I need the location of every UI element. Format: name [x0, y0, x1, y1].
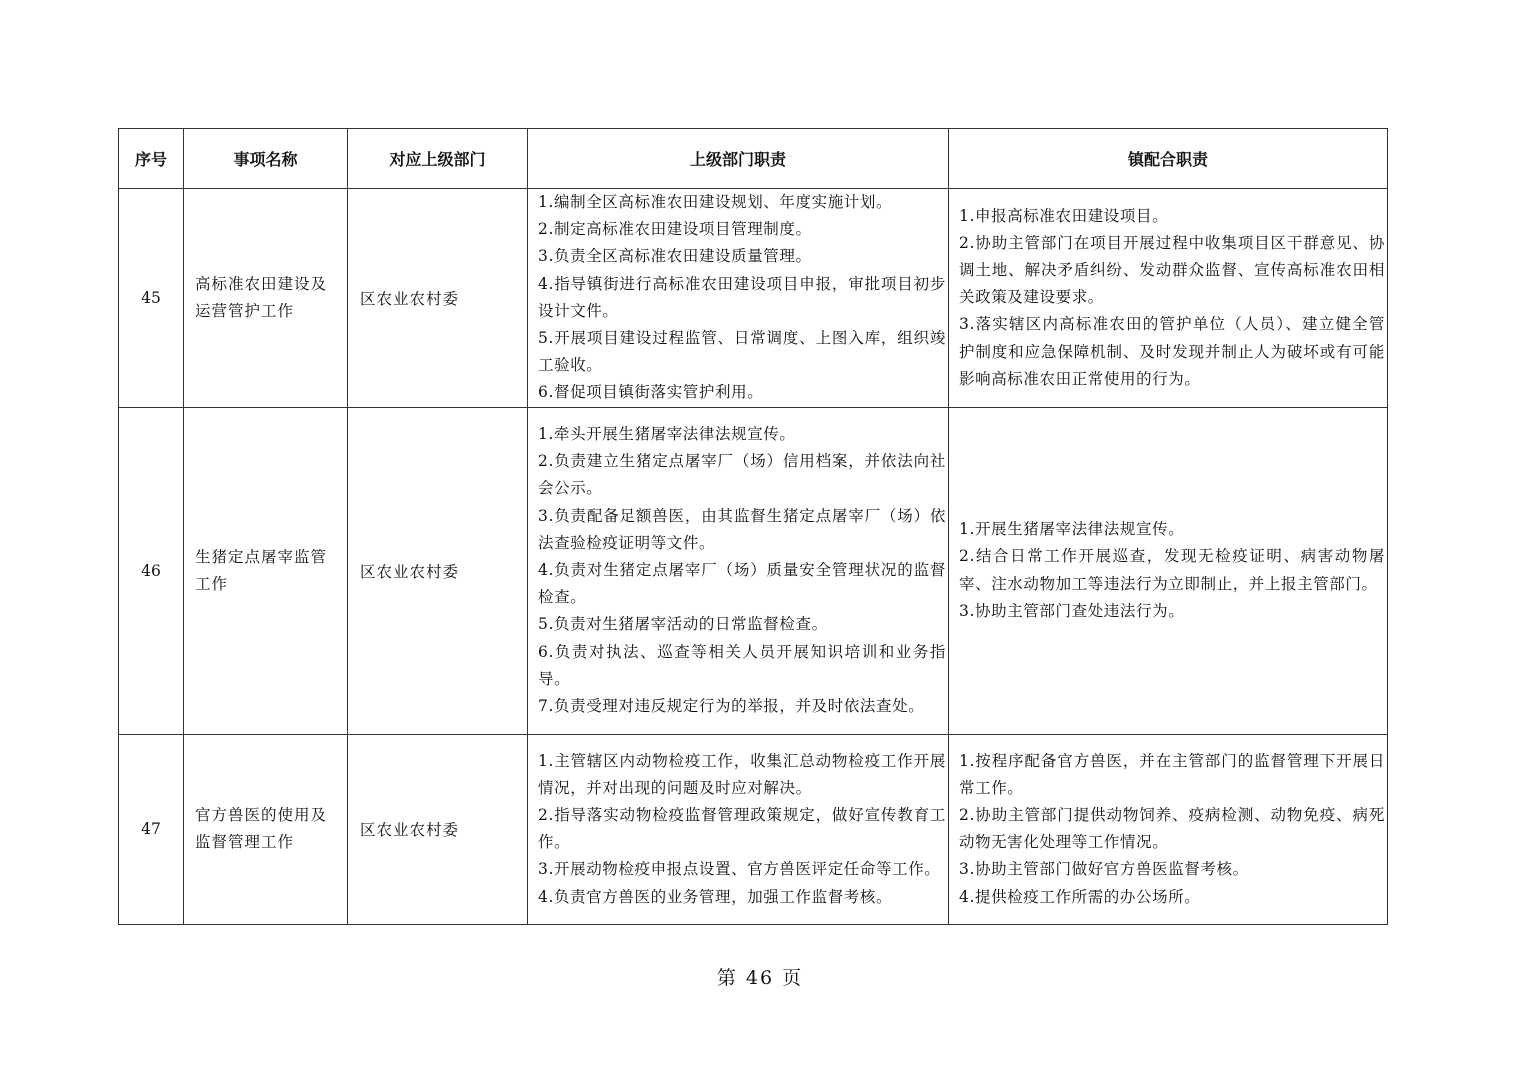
list-item: 4.负责对生猪定点屠宰厂（场）质量安全管理状况的监督检查。 [538, 561, 946, 607]
list-item: 3.协助主管部门查处违法行为。 [959, 601, 1185, 620]
row-item-name: 高标准农田建设及运营管护工作 [184, 189, 348, 408]
list-item: 4.负责官方兽医的业务管理，加强工作监督考核。 [538, 887, 893, 906]
list-item: 4.提供检疫工作所需的办公场所。 [959, 887, 1201, 906]
row-upper-dept: 区农业农村委 [348, 189, 528, 408]
row-town-duties [949, 407, 1388, 734]
table-row [119, 734, 1388, 924]
page-number: 第 46 页 [716, 967, 804, 989]
list-item: 2.负责建立生猪定点屠宰厂（场）信用档案，并依法向社会公示。 [538, 452, 946, 498]
list-item: 4.指导镇街进行高标准农田建设项目申报，审批项目初步设计文件。 [538, 274, 946, 320]
list-item: 1.编制全区高标准农田建设规划、年度实施计划。 [538, 193, 893, 211]
list-item: 2.协助主管部门在项目开展过程中收集项目区干群意见、协调土地、解决矛盾纠纷、发动群众监督、宣传高标准农田相关政策及建设要求。 [959, 233, 1385, 307]
list-item: 3.协助主管部门做好官方兽医监督考核。 [959, 860, 1249, 879]
list-item: 2.协助主管部门提供动物饲养、疫病检测、动物免疫、病死动物无害化处理等工作情况。 [959, 805, 1385, 852]
list-item: 1.申报高标准农田建设项目。 [959, 206, 1169, 225]
list-item: 6.负责对执法、巡查等相关人员开展知识培训和业务指导。 [538, 642, 946, 688]
list-item: 1.按程序配备官方兽医，并在主管部门的监督管理下开展日常工作。 [959, 751, 1385, 797]
list-item: 5.负责对生猪屠宰活动的日常监督检查。 [538, 615, 828, 634]
row-serial-no: 47 [119, 734, 184, 924]
list-item: 1.牵头开展生猪屠宰法律法规宣传。 [538, 425, 796, 443]
list-item: 3.开展动物检疫申报点设置、官方兽医评定任命等工作。 [538, 860, 941, 879]
list-item: 3.负责全区高标准农田建设质量管理。 [538, 247, 812, 266]
list-item: 2.指导落实动物检疫监督管理政策规定，做好宣传教育工作。 [538, 805, 946, 852]
row-town-duties [949, 189, 1388, 408]
header-upper-duties: 上级部门职责 [528, 129, 949, 189]
header-item-name: 事项名称 [184, 129, 348, 189]
row-serial-no: 45 [119, 189, 184, 408]
row-item-name: 官方兽医的使用及监督管理工作 [184, 734, 348, 924]
row-upper-duties [528, 407, 949, 734]
row-upper-dept: 区农业农村委 [348, 407, 528, 734]
duty-table [118, 128, 1388, 925]
table-header-row [119, 129, 1388, 189]
row-upper-duties [528, 189, 949, 408]
list-item: 2.结合日常工作开展巡查，发现无检疫证明、病害动物屠宰、注水动物加工等违法行为立即制止，并上报主管部门。 [959, 547, 1385, 593]
list-item: 1.开展生猪屠宰法律法规宣传。 [959, 520, 1185, 539]
list-item: 5.开展项目建设过程监管、日常调度、上图入库，组织竣工验收。 [538, 329, 946, 375]
row-item-name: 生猪定点屠宰监管工作 [184, 407, 348, 734]
header-serial-no: 序号 [119, 129, 184, 189]
row-upper-duties [528, 734, 949, 924]
table-row [119, 407, 1388, 734]
list-item: 7.负责受理对违反规定行为的举报，并及时依法查处。 [538, 697, 925, 716]
row-upper-dept: 区农业农村委 [348, 734, 528, 924]
table-row [119, 189, 1388, 408]
list-item: 3.落实辖区内高标准农田的管护单位（人员）、建立健全管护制度和应急保障机制、及时发现并制止人为破坏或有可能影响高标准农田正常使用的行为。 [959, 315, 1385, 388]
list-item: 1.主管辖区内动物检疫工作，收集汇总动物检疫工作开展情况，并对出现的问题及时应对解决。 [538, 751, 946, 797]
row-serial-no: 46 [119, 407, 184, 734]
list-item: 2.制定高标准农田建设项目管理制度。 [538, 220, 812, 239]
list-item: 3.负责配备足额兽医，由其监督生猪定点屠宰厂（场）依法查验检疫证明等文件。 [538, 506, 946, 552]
row-town-duties [949, 734, 1388, 924]
list-item: 6.督促项目镇街落实管护利用。 [538, 383, 764, 402]
header-upper-dept: 对应上级部门 [348, 129, 528, 189]
header-town-duties: 镇配合职责 [949, 129, 1388, 189]
